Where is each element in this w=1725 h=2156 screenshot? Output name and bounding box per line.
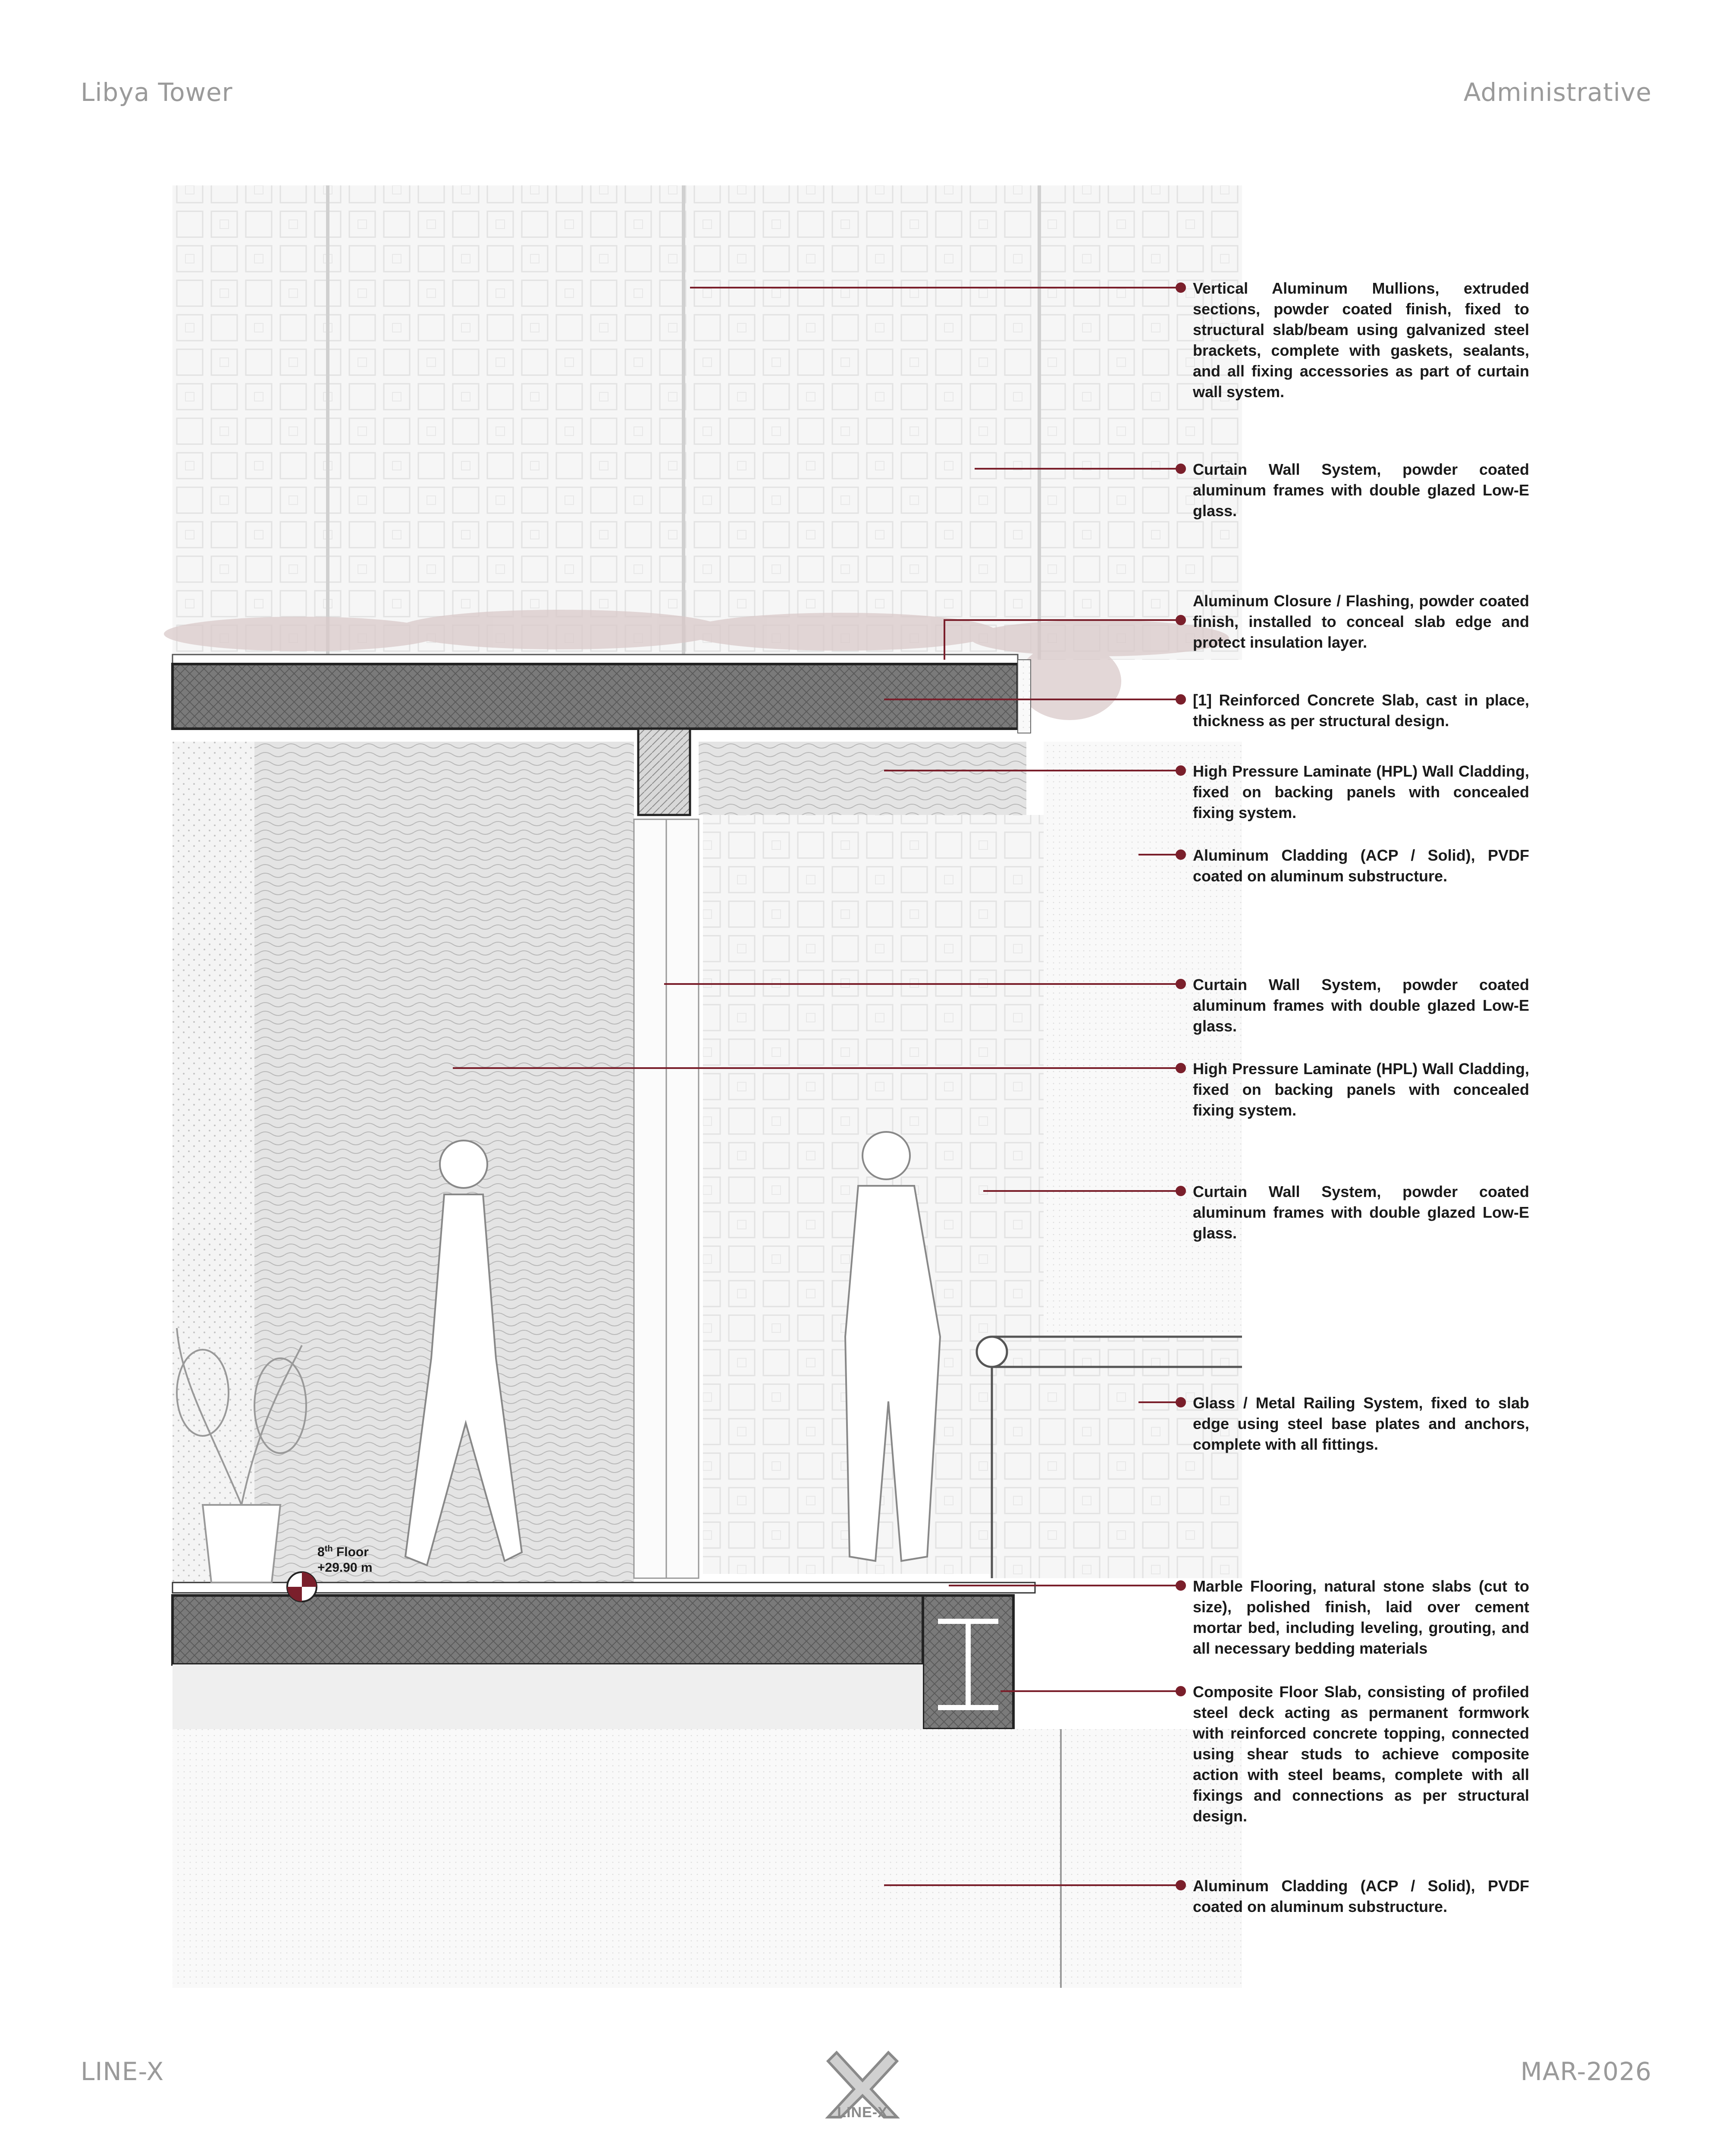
leader-dot-6: [1176, 850, 1185, 859]
level-marker-label: 8th Floor +29.90 m: [317, 1544, 373, 1575]
annotation-7: Curtain Wall System, powder coated aluminum frames with double glazed Low-E glass.: [1193, 976, 1529, 1035]
ceiling-band: [172, 1664, 923, 1729]
reinforced-concrete-slab: [172, 664, 1018, 729]
leader-dot-13: [1176, 1881, 1185, 1890]
footer-date: MAR-2026: [1520, 2057, 1652, 2086]
annotation-8: High Pressure Laminate (HPL) Wall Cladding, fixed on backing panels with concealed fixing system.: [1193, 1060, 1529, 1119]
annotation-5: High Pressure Laminate (HPL) Wall Cladding, fixed on backing panels with concealed fixing system.: [1193, 762, 1529, 821]
leader-dot-12: [1176, 1687, 1185, 1695]
left-wall-cladding: [172, 742, 254, 1583]
annotation-1: Vertical Aluminum Mullions, extruded sections, powder coated finish, fixed to structural slab/beam using galvanized steel brackets, complete with gaskets, sealants, and all fixing accessories as part of curtain wall system.: [1193, 279, 1529, 401]
hpl-soffit-cladding: [699, 742, 1026, 815]
leader-dot-11: [1176, 1581, 1185, 1590]
leader-dot-4: [1176, 695, 1185, 704]
level-marker-symbol: [287, 1572, 317, 1601]
composite-floor-slab: [172, 1595, 923, 1664]
down-stand-beam: [638, 729, 690, 815]
lower-cladding: [172, 1729, 1242, 1988]
flashing: [172, 655, 1018, 664]
upper-curtain-wall: [172, 185, 1242, 660]
annotation-12: Composite Floor Slab, consisting of profiled steel deck acting as permanent formwork with reinforced concrete topping, connected using shear studs to achieve composite action with steel beams, complete with all fixings and connections as per structural design.: [1193, 1683, 1529, 1825]
logo-wordmark: LINE-X: [837, 2104, 888, 2121]
annotation-6: Aluminum Cladding (ACP / Solid), PVDF coated on aluminum substructure.: [1193, 846, 1529, 885]
leader-dot-3: [1176, 616, 1185, 624]
header-project-title: Libya Tower: [81, 78, 233, 107]
leader-dot-8: [1176, 1064, 1185, 1072]
annotation-9: Curtain Wall System, powder coated aluminum frames with double glazed Low-E glass.: [1193, 1183, 1529, 1242]
annotation-3: Aluminum Closure / Flashing, powder coated finish, installed to conceal slab edge and protect insulation layer.: [1193, 592, 1529, 651]
annotation-13: Aluminum Cladding (ACP / Solid), PVDF coated on aluminum substructure.: [1193, 1877, 1529, 1915]
annotation-4: [1] Reinforced Concrete Slab, cast in place, thickness as per structural design.: [1193, 691, 1529, 730]
leader-dot-2: [1176, 464, 1185, 473]
aluminum-cladding-right: [1044, 742, 1242, 1337]
annotation-11: Marble Flooring, natural stone slabs (cut to size), polished finish, laid over cement mortar bed, including leveling, grouting, and all necessary bedding materials: [1193, 1577, 1529, 1657]
annotation-2: Curtain Wall System, powder coated aluminum frames with double glazed Low-E glass.: [1193, 461, 1529, 520]
slab-edge-insulation: [1018, 660, 1031, 733]
footer-brand: LINE-X: [81, 2057, 164, 2086]
header-building-type: Administrative: [1463, 78, 1652, 107]
leader-dot-1: [1176, 283, 1185, 292]
leader-dot-7: [1176, 980, 1185, 988]
leader-dot-10: [1176, 1398, 1185, 1407]
railing-zone: [992, 1337, 1242, 1578]
leader-dot-9: [1176, 1187, 1185, 1195]
annotation-10: Glass / Metal Railing System, fixed to slab edge using steel base plates and anchors, complete with all fittings.: [1193, 1394, 1529, 1453]
leader-dot-5: [1176, 766, 1185, 775]
